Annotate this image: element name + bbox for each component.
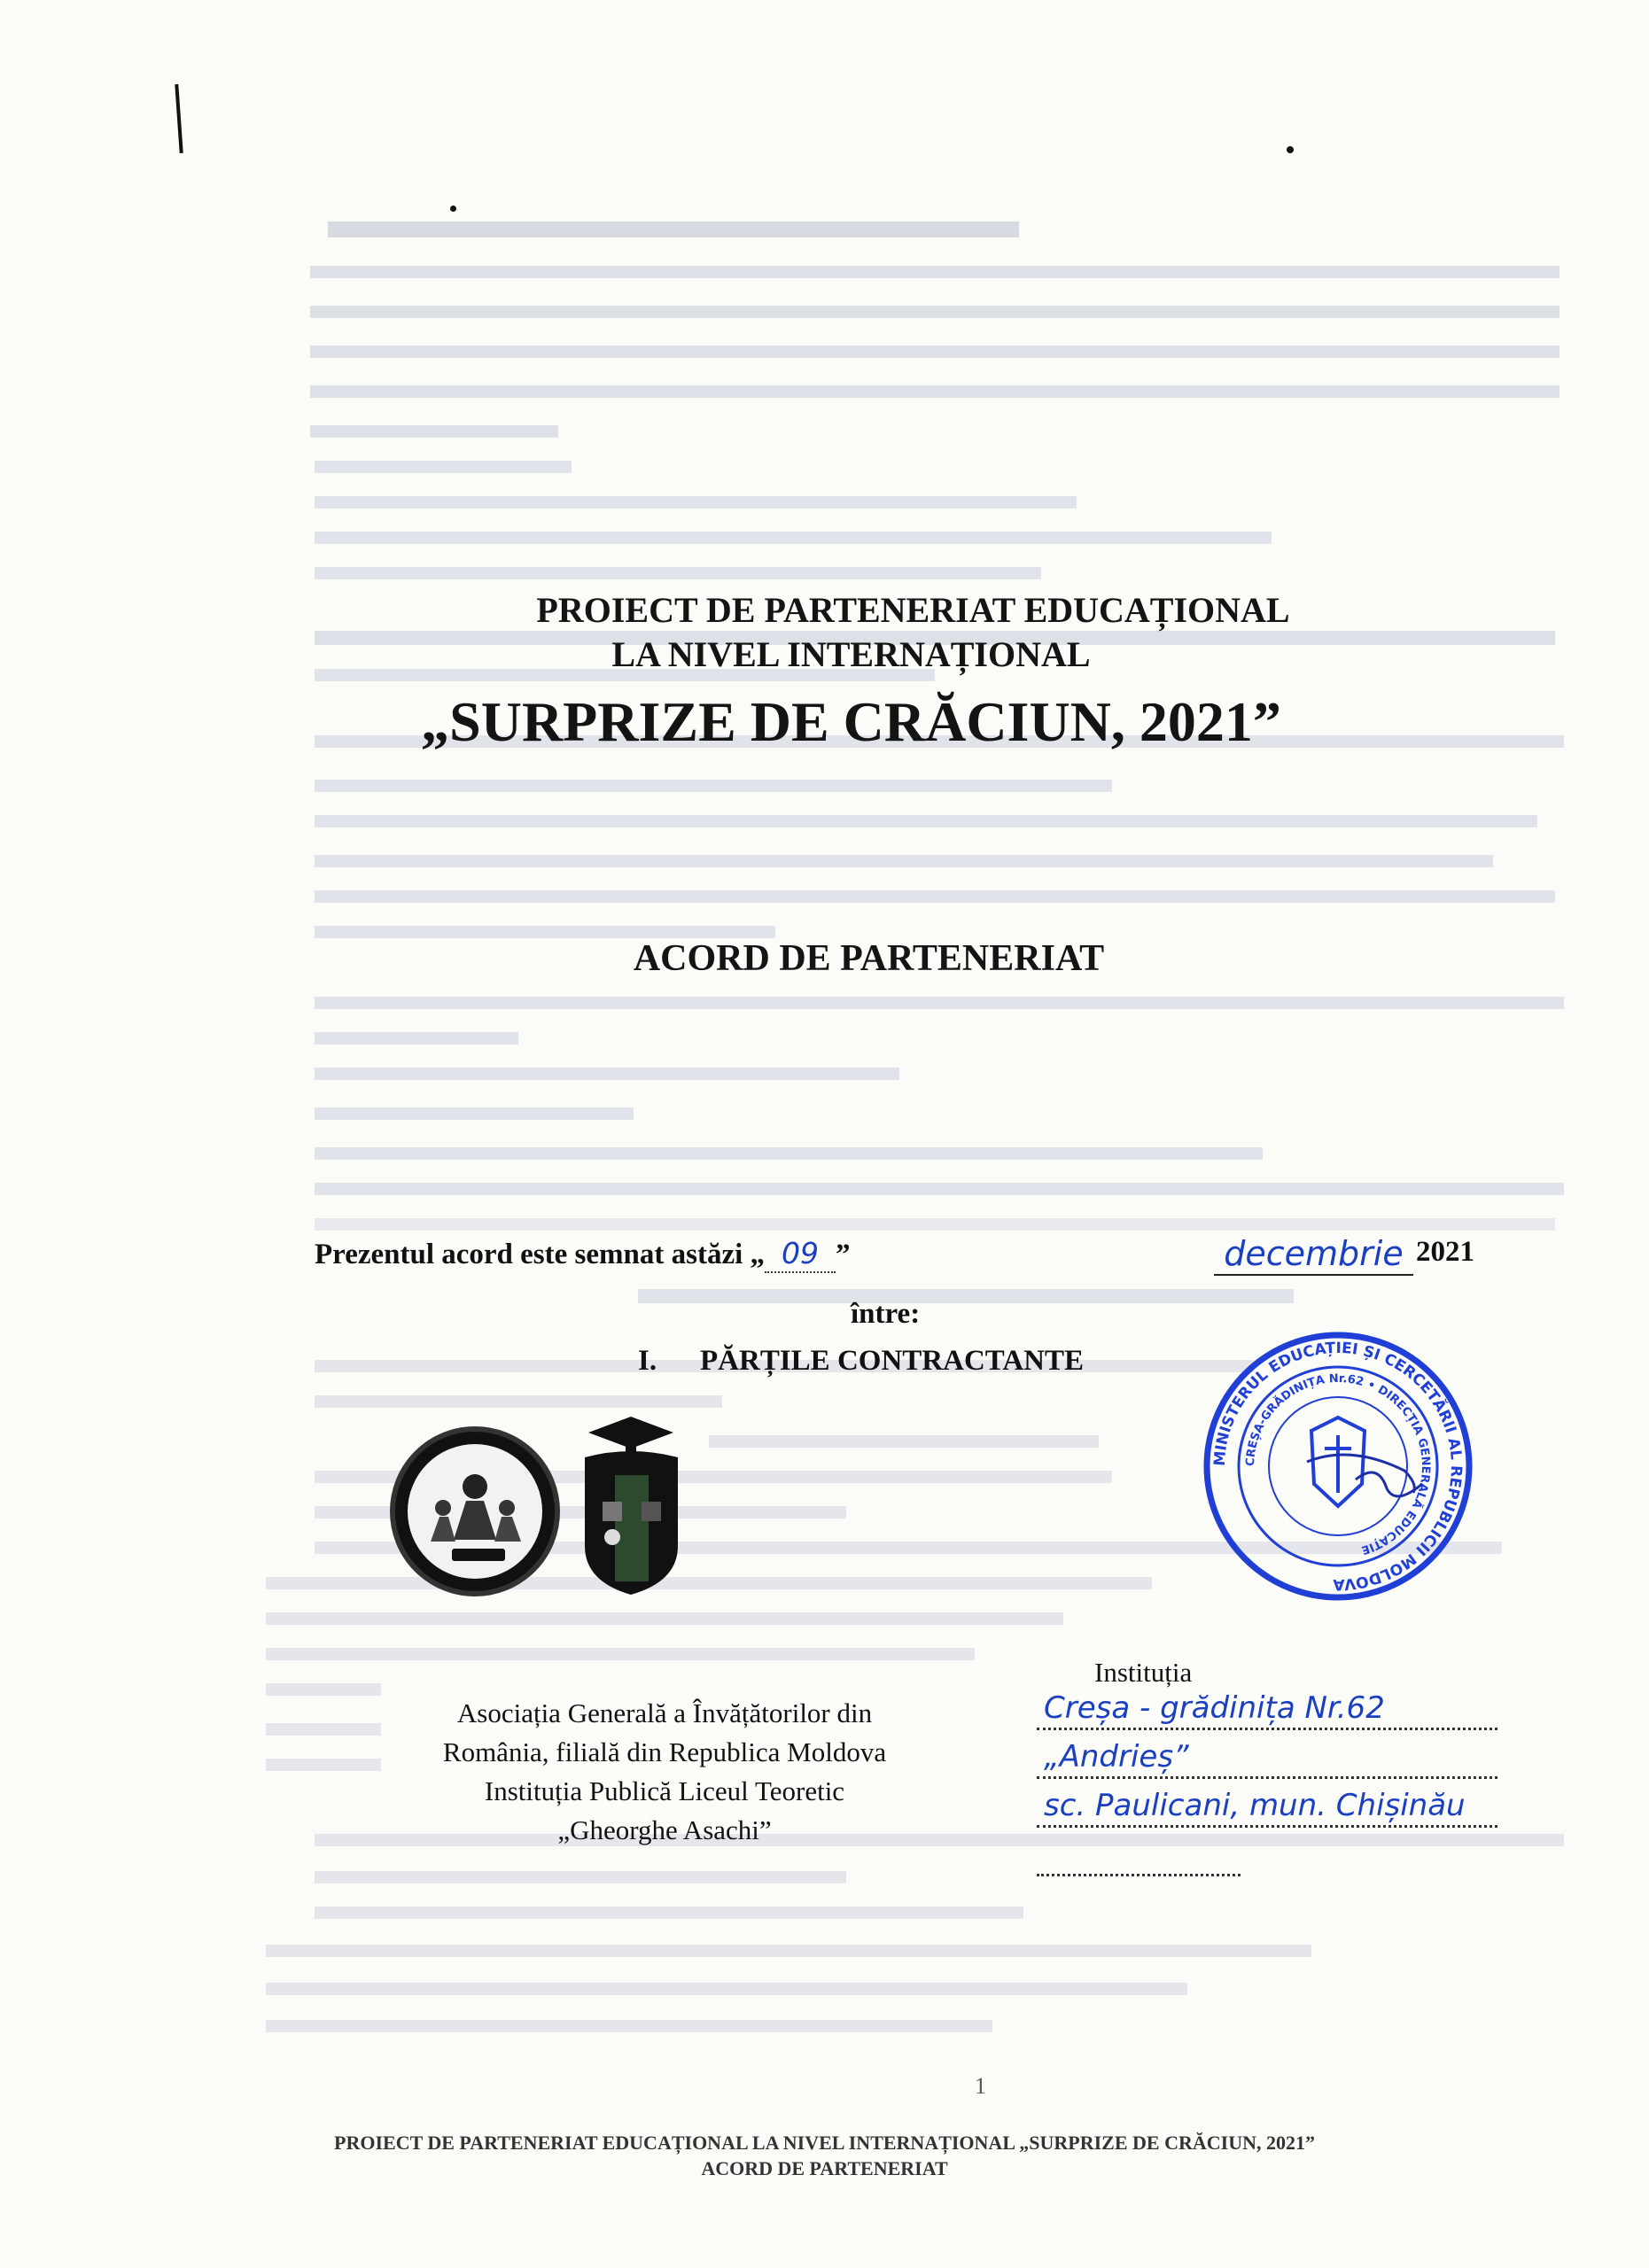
signed-suffix: ” bbox=[836, 1239, 851, 1270]
right-institution-name: Creșa - grădinița Nr.62 bbox=[1044, 1690, 1385, 1726]
pen-mark bbox=[175, 84, 183, 153]
agreement-heading: ACORD DE PARTENERIAT bbox=[633, 938, 1105, 979]
lyceum-crest-icon bbox=[576, 1413, 687, 1599]
signed-prefix: Prezentul acord este semnat astăzi „ bbox=[315, 1239, 766, 1270]
signed-date-line bbox=[315, 1236, 851, 1273]
signed-day: 09 bbox=[782, 1236, 820, 1270]
association-logo-inner bbox=[408, 1444, 542, 1579]
left-institution-line4: „Gheorghe Asachi” bbox=[557, 1814, 772, 1846]
right-institution-heading: Instituția bbox=[1094, 1657, 1193, 1688]
signed-day-field bbox=[765, 1236, 836, 1273]
right-institution-line3 bbox=[1037, 1790, 1497, 1828]
parties-heading bbox=[638, 1345, 1084, 1378]
speck bbox=[450, 206, 456, 212]
association-logo-band bbox=[452, 1549, 505, 1561]
project-title-line2: LA NIVEL INTERNAȚIONAL bbox=[611, 634, 1091, 674]
left-institution-line3: Instituția Publică Liceul Teoretic bbox=[484, 1775, 845, 1807]
signed-month-field bbox=[1214, 1234, 1413, 1276]
right-institution-line1 bbox=[1037, 1692, 1497, 1730]
parties-heading-number: I. bbox=[638, 1345, 657, 1377]
svg-text:MINISTERUL EDUCAȚIEI ȘI CERCET: MINISTERUL EDUCAȚIEI ȘI CERCETĂRII AL REPUBLICII MOLDOVA bbox=[1210, 1339, 1466, 1594]
footer-line2: ACORD DE PARTENERIAT bbox=[701, 2156, 948, 2179]
right-institution-address: sc. Paulicani, mun. Chișinău bbox=[1044, 1788, 1466, 1823]
parties-heading-text: PĂRȚILE CONTRACTANTE bbox=[700, 1345, 1085, 1377]
page-footer bbox=[0, 2131, 1649, 2181]
left-institution bbox=[390, 1694, 939, 1850]
svg-text:CREȘA-GRĂDINIȚA Nr.62 • DIRECȚ: CREȘA-GRĂDINIȚA Nr.62 • DIRECȚIA GENERALĂ EDUCAȚIE bbox=[1243, 1371, 1433, 1557]
between-label: între: bbox=[851, 1298, 921, 1330]
footer-line1: PROIECT DE PARTENERIAT EDUCAȚIONAL LA NIVEL INTERNAȚIONAL „SURPRIZE DE CRĂCIUN, 2021” bbox=[334, 2132, 1315, 2154]
right-institution-line2 bbox=[1037, 1741, 1497, 1779]
page-number: 1 bbox=[975, 2073, 986, 2099]
association-logo bbox=[390, 1426, 560, 1596]
signed-month: decembrie bbox=[1224, 1234, 1404, 1273]
official-stamp bbox=[1201, 1329, 1475, 1604]
project-title-name: „SURPRIZE DE CRĂCIUN, 2021” bbox=[421, 690, 1281, 753]
project-title-line1: PROIECT DE PARTENERIAT EDUCAȚIONAL bbox=[536, 590, 1290, 630]
left-institution-line2: România, filială din Republica Moldova bbox=[442, 1736, 887, 1768]
speck bbox=[1287, 146, 1294, 153]
right-institution-line4 bbox=[1037, 1838, 1241, 1876]
right-institution-alias: „Andrieș” bbox=[1044, 1739, 1189, 1775]
left-institution-line1: Asociația Generală a Învățătorilor din bbox=[456, 1697, 873, 1728]
signed-year: 2021 bbox=[1416, 1236, 1474, 1268]
